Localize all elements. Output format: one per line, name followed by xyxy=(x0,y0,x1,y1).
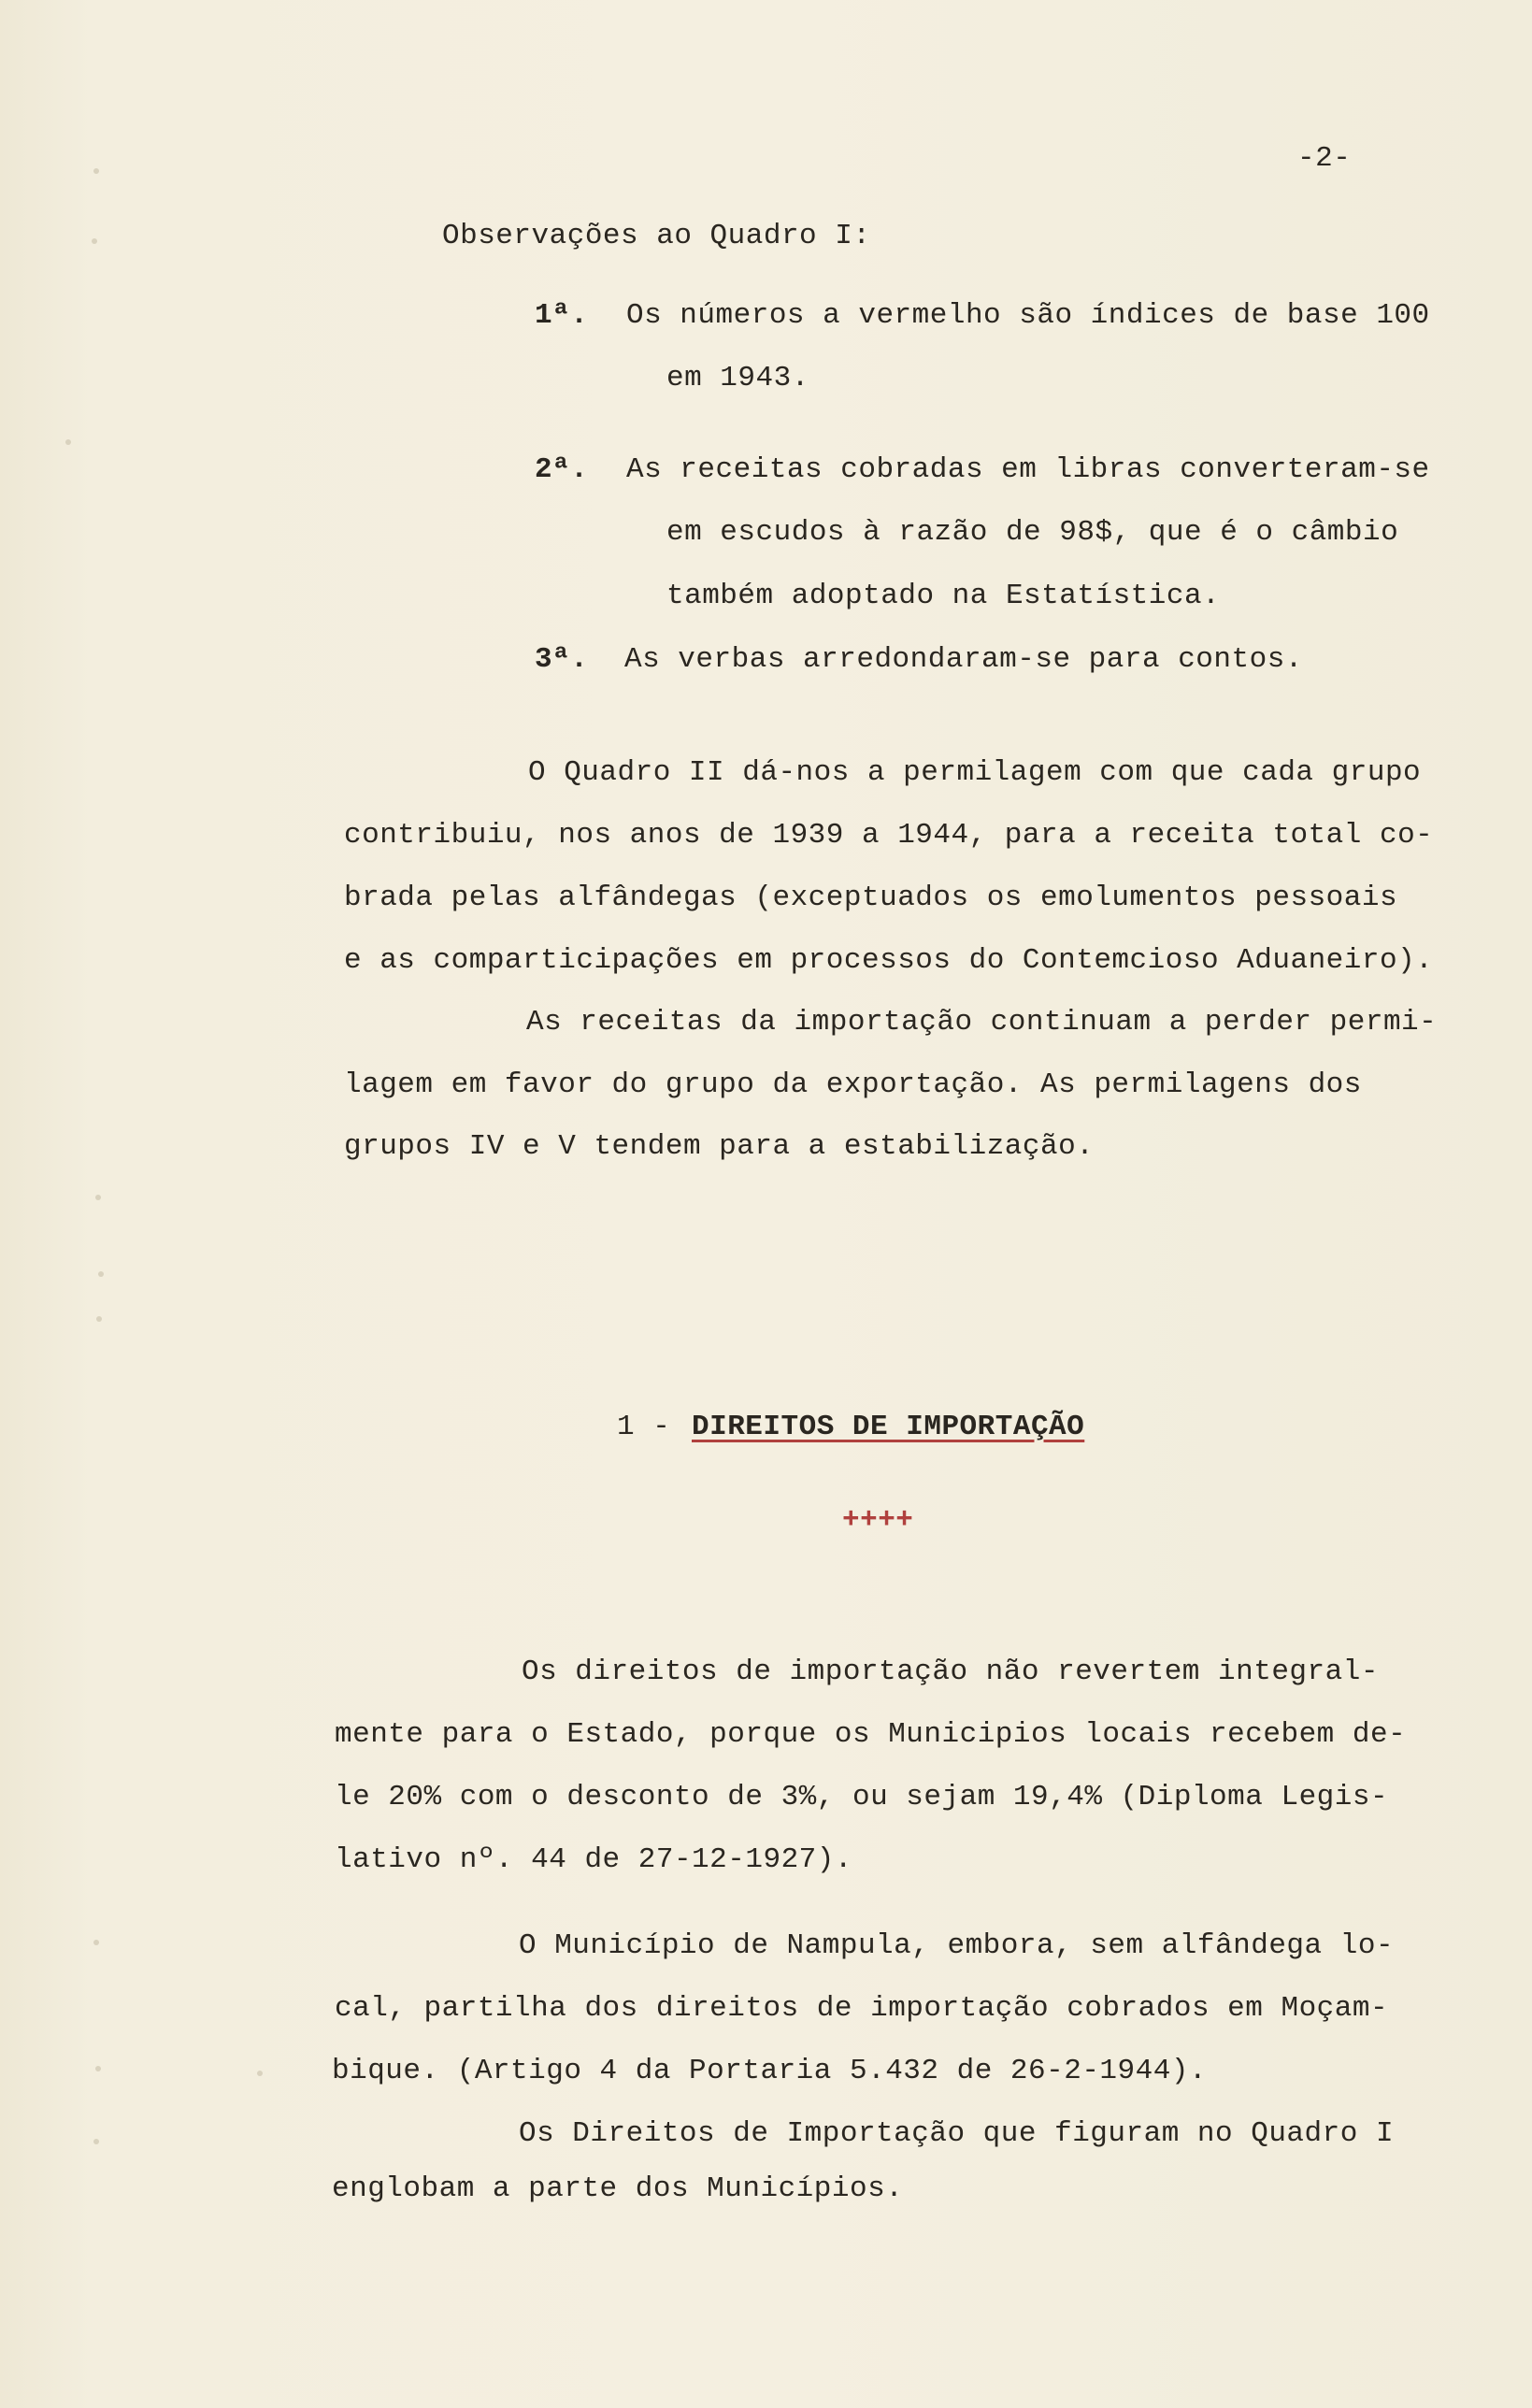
page-number: -2- xyxy=(1297,142,1352,175)
paragraph-line: lagem em favor do grupo da exportação. As permilagens dos xyxy=(344,1068,1362,1101)
section-title: DIREITOS DE IMPORTAÇÃO xyxy=(692,1411,1085,1443)
paragraph-line: As receitas da importação continuam a perder permi- xyxy=(526,1006,1438,1039)
observation-text-line: Os números a vermelho são índices de base 100 xyxy=(626,299,1430,332)
paragraph-line: cal, partilha dos direitos de importação cobrados em Moçam- xyxy=(335,1992,1389,2025)
observation-number: 3ª. xyxy=(535,643,589,676)
paragraph-line: O Quadro II dá-nos a permilagem com que cada grupo xyxy=(528,756,1422,789)
paper-hole-mark xyxy=(65,439,71,445)
paragraph-line: englobam a parte dos Municípios. xyxy=(332,2172,904,2205)
paper-hole-mark xyxy=(257,2071,263,2076)
paragraph-line: grupos IV e V tendem para a estabilização. xyxy=(344,1130,1095,1163)
observation-number: 1ª. xyxy=(535,299,589,332)
paragraph-line: brada pelas alfândegas (exceptuados os emolumentos pessoais xyxy=(344,882,1398,914)
paper-hole-mark xyxy=(92,238,97,244)
observation-text-line: em 1943. xyxy=(666,362,809,394)
section-separator: ++++ xyxy=(842,1504,914,1537)
observation-number: 2ª. xyxy=(535,453,589,486)
paragraph-line: Os direitos de importação não revertem integral- xyxy=(522,1656,1379,1688)
paragraph-line: le 20% com o desconto de 3%, ou sejam 19,4% (Diploma Legis- xyxy=(335,1781,1389,1813)
paper-hole-mark xyxy=(98,1271,104,1277)
paper-hole-mark xyxy=(93,168,99,174)
paragraph-line: mente para o Estado, porque os Municipios locais recebem de- xyxy=(335,1718,1407,1751)
observation-text-line: também adoptado na Estatística. xyxy=(666,580,1221,612)
paragraph-line: e as comparticipações em processos do Contemcioso Aduaneiro). xyxy=(344,944,1434,977)
paper-hole-mark xyxy=(95,1195,101,1200)
paragraph-line: lativo nº. 44 de 27-12-1927). xyxy=(335,1843,852,1876)
paper-hole-mark xyxy=(93,1940,99,1945)
observation-text-line: As verbas arredondaram-se para contos. xyxy=(624,643,1303,676)
paper-hole-mark xyxy=(95,2066,101,2071)
observation-text-line: As receitas cobradas em libras converteram-se xyxy=(626,453,1430,486)
paper-hole-mark xyxy=(93,2139,99,2144)
section-number: 1 - xyxy=(617,1411,671,1443)
paragraph-line: Os Direitos de Importação que figuram no Quadro I xyxy=(519,2117,1395,2150)
paragraph-line: contribuiu, nos anos de 1939 a 1944, para a receita total co- xyxy=(344,819,1434,852)
paragraph-line: bique. (Artigo 4 da Portaria 5.432 de 26-2-1944). xyxy=(332,2055,1208,2087)
paper-hole-mark xyxy=(96,1316,102,1322)
observation-text-line: em escudos à razão de 98$, que é o câmbio xyxy=(666,516,1399,549)
observations-heading: Observações ao Quadro I: xyxy=(442,220,871,252)
paragraph-line: O Município de Nampula, embora, sem alfândega lo- xyxy=(519,1929,1395,1962)
